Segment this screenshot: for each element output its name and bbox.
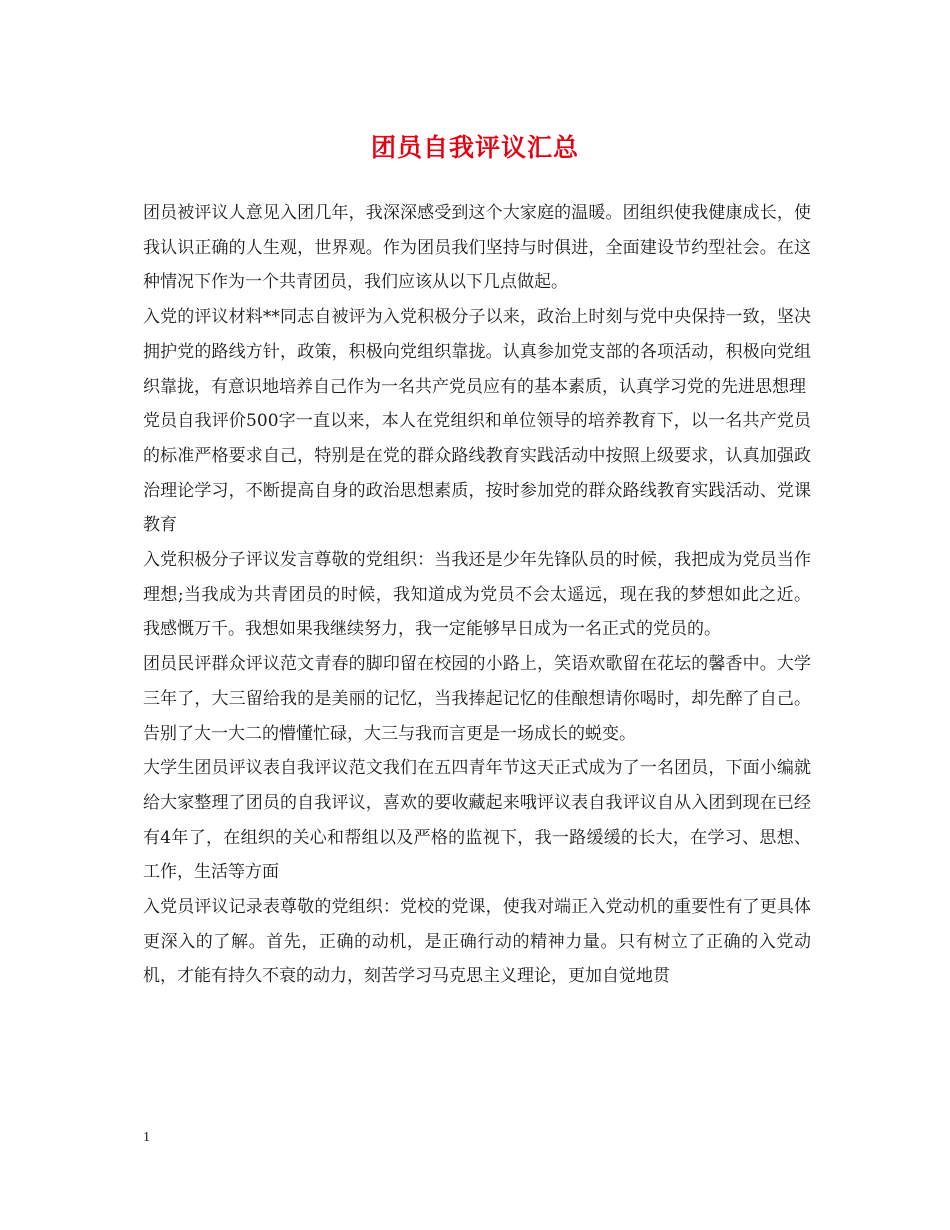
paragraph: 团员民评群众评议范文青春的脚印留在校园的小路上，笑语欢歌留在花坛的馨香中。大学三年了，大三留给我的是美丽的记忆，当我捧起记忆的佳酿想请你喝时，却先醉了自己。告别了大一大二的懵懂忙碌，大三与我而言更是一场成长的蜕变。 bbox=[143, 654, 811, 744]
paragraph: 入党积极分子评议发言尊敬的党组织：当我还是少年先锋队员的时候，我把成为党员当作理想;当我成为共青团员的时候，我知道成为党员不会太遥远，现在我的梦想如此之近。我感慨万千。我想如果我继续努力，我一定能够早日成为一名正式的党员的。 bbox=[143, 550, 811, 640]
page-number: 1 bbox=[143, 1130, 150, 1145]
paragraph: 大学生团员评议表自我评议范文我们在五四青年节这天正式成为了一名团员，下面小编就给大家整理了团员的自我评议，喜欢的要收藏起来哦评议表自我评议自从入团到现在已经有4年了，在组织的关心和帮组以及严格的监视下，我一路缓缓的长大，在学习、思想、工作，生活等方面 bbox=[143, 758, 811, 883]
document-body bbox=[143, 196, 811, 994]
paragraph: 入党的评议材料**同志自被评为入党积极分子以来，政治上时刻与党中央保持一致，坚决拥护党的路线方针，政策，积极向党组织靠拢。认真参加党支部的各项活动，积极向党组织靠拢，有意识地培养自己作为一名共产党员应有的基本素质，认真学习党的先进思想理 bbox=[143, 307, 811, 397]
paragraph: 团员被评议人意见入团几年，我深深感受到这个大家庭的温暖。团组织使我健康成长，使我认识正确的人生观，世界观。作为团员我们坚持与时俱进，全面建设节约型社会。在这种情况下作为一个共青团员，我们应该从以下几点做起。 bbox=[143, 203, 811, 293]
paragraph: 党员自我评价500字一直以来，本人在党组织和单位领导的培养教育下，以一名共产党员的标准严格要求自己，特别是在党的群众路线教育实践活动中按照上级要求，认真加强政治理论学习，不断提高自身的政治思想素质，按时参加党的群众路线教育实践活动、党课教育 bbox=[143, 411, 811, 536]
paragraph: 入党员评议记录表尊敬的党组织：党校的党课，使我对端正入党动机的重要性有了更具体更深入的了解。首先，正确的动机，是正确行动的精神力量。只有树立了正确的入党动机，才能有持久不衰的动力，刻苦学习马克思主义理论，更加自觉地贯 bbox=[143, 897, 811, 987]
document-title: 团员自我评议汇总 bbox=[370, 133, 579, 162]
